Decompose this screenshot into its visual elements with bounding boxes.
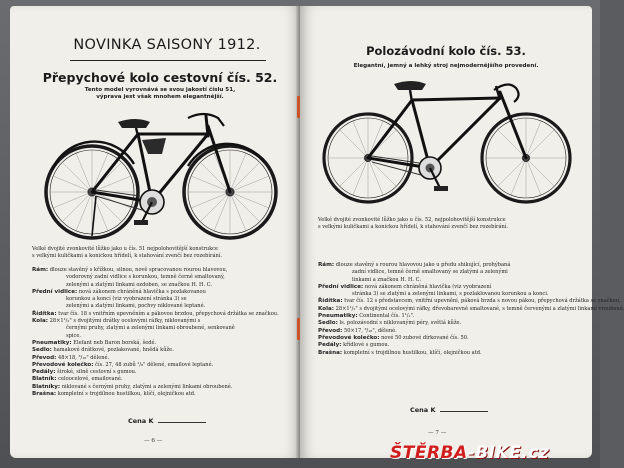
spec-label: Převodové kolečko: xyxy=(32,361,94,368)
right-page xyxy=(300,6,624,458)
spec-text: spice. xyxy=(66,332,81,339)
spec-text: dlouze stavěný s rourou hlavovou jako u předu shikující, prohýbaná xyxy=(335,262,511,268)
spec-label: Sedlo: xyxy=(318,320,338,327)
watermark-part-2: -BIKE.cz xyxy=(467,443,550,463)
spec-text: černými pruhy, zlatými a zelenými linkami obroubené, senkovaně xyxy=(66,325,235,332)
model-53-title: Polozávodní kolo čís. 53. xyxy=(366,44,526,58)
spec-text: tvar čís. 12 s představcem, vnitřní upevnění, páková brzda s novou pákou, přepychová držátka se značkou. xyxy=(344,298,621,305)
model-52-specs xyxy=(32,267,294,398)
page-number: — 7 — xyxy=(428,430,447,436)
spec-label: Blatníky: xyxy=(32,383,61,390)
price-field xyxy=(410,406,488,414)
spec-text: 50×17, ³/₁₆", dělené. xyxy=(344,327,397,334)
watermark-part-1: ŠTĚRBA xyxy=(390,443,468,463)
intro-line: s velkými kuličkami a konickou hřídelí, k stahování zvenčí bez rozebírání. xyxy=(32,253,223,260)
spec-text: Elefant neb Baron borská, šedé. xyxy=(73,339,157,346)
spec-text: celoocelové, emailované. xyxy=(58,376,123,383)
spec-text: hamakové drátkové, pozlakované, hnědá kůže. xyxy=(53,347,174,354)
spec-text: Continental čís. 1¹/₂". xyxy=(359,313,415,320)
spec-label: Brašna: xyxy=(318,349,343,356)
spec-text: vodorovný zadní vidlice s korunkou, temně černě smaltovaný, xyxy=(66,274,225,281)
spec-label: Sedlo: xyxy=(32,347,52,354)
page-number: — 6 — xyxy=(144,438,163,444)
left-page xyxy=(10,6,300,458)
spec-text: stránka 3) se zlatými a zelenými linkami, s pozlaklovanou korunkou a konci. xyxy=(352,291,549,298)
spec-text: kompletní s trojdílnou hustilkou, klíčí, olejničkou atd. xyxy=(57,391,196,398)
spec-line xyxy=(32,376,294,383)
price-blank xyxy=(440,411,488,412)
model-53-subtitle xyxy=(308,63,584,70)
spec-line xyxy=(318,269,580,276)
spec-line xyxy=(318,277,580,284)
spec-label: Pedály: xyxy=(318,342,342,349)
racing-bicycle-illustration xyxy=(318,76,578,204)
spec-text: zadní vidlice, temně černě smaltovaný se zlatými a zelenými xyxy=(352,269,508,276)
spec-text: zelenými a zlatými linkami ozdoben, se značkou H. H. C. xyxy=(66,281,213,288)
spec-label: Převod: xyxy=(318,327,343,334)
spec-line xyxy=(32,391,294,398)
spec-label: Převod: xyxy=(32,354,57,361)
spec-label: Blatník: xyxy=(32,376,57,383)
spec-text: 28×1¹/₂" s dvojitými drátky ocelovými ráfky, niklovanými s xyxy=(49,318,201,325)
spec-line xyxy=(32,303,294,310)
spec-label: Kola: xyxy=(318,305,335,312)
header-rule xyxy=(70,60,266,61)
intro-line: Velké dvojité zvonkovité lůžko jako u čís. 52, nejpolohovitější konstrukce xyxy=(318,217,506,223)
spec-label: Přední vidlice: xyxy=(318,283,364,290)
spec-line xyxy=(32,274,294,281)
spec-label: Rám: xyxy=(318,262,335,268)
model-52-subtitle xyxy=(30,87,290,101)
intro-line: Velké dvojité zvonkovité lůžko jako u čís. 51 nejpolohovitější konstrukce xyxy=(32,246,219,252)
spec-text: nová zákonem chráněná hlavička s pozlakovanou xyxy=(78,288,206,295)
spec-line xyxy=(318,328,580,335)
spec-label: Pedály: xyxy=(32,369,56,376)
spec-line xyxy=(32,384,294,391)
spec-line xyxy=(32,347,294,354)
spec-label: Brašna: xyxy=(32,391,57,398)
spec-text: křídlové s gumou. xyxy=(343,342,390,349)
spec-label: Pneumatiky: xyxy=(318,313,358,320)
intro-line: s velkými kuličkami a konickou hřídelí, k stahování zvenčí bez rozebírání. xyxy=(318,224,509,231)
spec-line xyxy=(32,355,294,362)
spec-text: ls. polozávodní s niklovanými péry, světlá kůže. xyxy=(339,320,462,327)
spec-line xyxy=(318,350,580,357)
spec-text: nové 50 zubové dírkované čís. 50. xyxy=(381,334,469,341)
price-label: Cena K xyxy=(410,406,436,414)
price-field xyxy=(128,417,206,425)
spec-text: nová zákonem chráněná hlavička (viz vyobrazení xyxy=(364,283,492,290)
season-header: NOVINKA SAISONY 1912. xyxy=(73,37,261,53)
model-52-title: Přepychové kolo cestovní čís. 52. xyxy=(42,70,278,85)
model-52-intro xyxy=(32,246,294,261)
price-label: Cena K xyxy=(128,417,154,425)
spec-label: Řídítka: xyxy=(318,298,343,305)
spec-line xyxy=(32,333,294,340)
subtitle-line: Tento model vyrovnává se svou jakostí číslu 51, xyxy=(84,87,236,93)
model-53-intro xyxy=(318,217,580,232)
spec-text: dlouze stavěný s křížkou, silnou, nově spracovanou rourou hlavovou, xyxy=(49,267,228,273)
spec-label: Rám: xyxy=(32,267,49,273)
spec-label: Kola: xyxy=(32,318,49,325)
spec-line xyxy=(318,320,580,327)
spec-label: Přední vidlice: xyxy=(32,288,78,295)
spec-line xyxy=(318,342,580,349)
subtitle-line: Elegantní, jemný a lehký stroj nejmodernějšího provedení. xyxy=(353,63,539,69)
spec-text: zelenými a zlatými linkami, pochvy niklované leptané. xyxy=(66,303,206,310)
spec-text: 48×18, ³/₁₆" dělené. xyxy=(58,354,110,361)
model-53-specs xyxy=(318,262,624,357)
subtitle-line: výprava jest však mnohem elegantnější. xyxy=(96,94,224,100)
spec-label: Převodové kolečko: xyxy=(318,334,380,341)
spec-text: niklované s černými pruhy, zlatými a zelenými linkami obroubené. xyxy=(61,383,233,390)
spec-text: kompletní s trojdílnou hustilkou, klíčí, olejničkou atd. xyxy=(343,349,482,356)
touring-bicycle-illustration xyxy=(38,104,278,244)
spec-label: Pneumatiky: xyxy=(32,339,72,346)
spec-line xyxy=(318,298,621,305)
price-blank xyxy=(158,422,206,423)
spec-text: čís. 27, 48 zubů ¹/₈" dělené, emailové leptané. xyxy=(95,361,214,368)
spec-line xyxy=(32,282,294,289)
spec-label: Řídítka: xyxy=(32,310,57,317)
site-watermark xyxy=(390,443,549,463)
spec-text: linkami a značkou H. H. C. xyxy=(352,276,421,283)
spec-text: 28×1¹/₂" s dvojitými ocelovými ráfky, dřevobarevně smaltované, s temně červenými a zlatými linkami vroubené. xyxy=(335,305,624,312)
spec-text: korunkou a koncí (viz vyobrazení stránka 3) se xyxy=(66,296,187,303)
spec-text: široké, silně cestovní s gumou. xyxy=(57,369,137,376)
spec-line xyxy=(32,325,294,332)
spec-line xyxy=(32,311,294,318)
spec-line xyxy=(318,305,624,313)
spec-text: tvar čís. 18 s vnitřním upevněním a pákovou brzdou, přepychová držátka se značkou. xyxy=(58,310,279,317)
